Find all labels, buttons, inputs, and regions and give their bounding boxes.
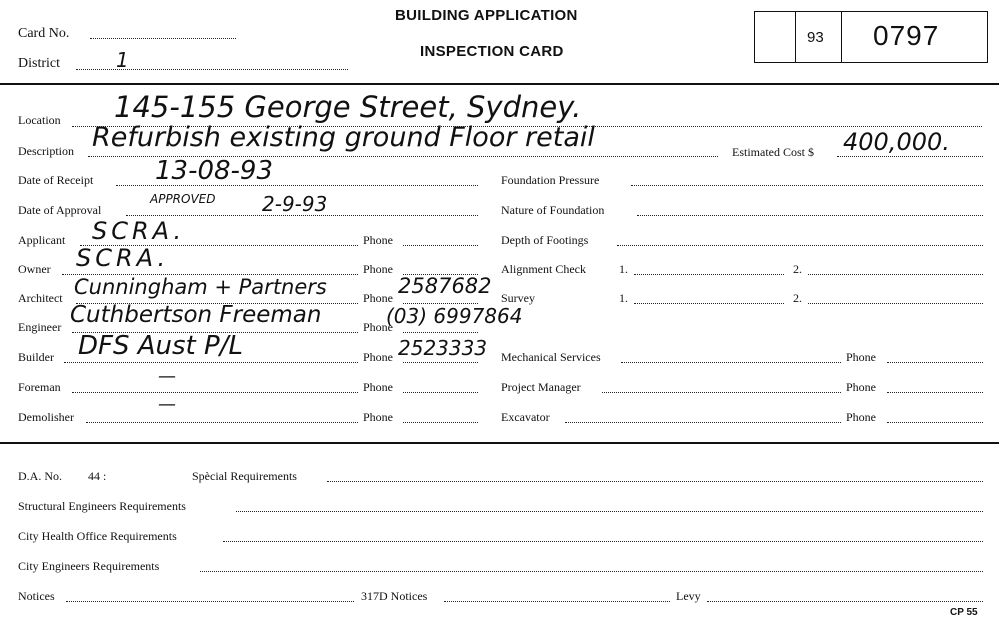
- city-eng-field[interactable]: [200, 571, 983, 572]
- survey-field-2[interactable]: [808, 303, 983, 304]
- demolisher-field[interactable]: [86, 422, 358, 423]
- levy-field[interactable]: [707, 601, 983, 602]
- applicant-label: Applicant: [18, 233, 66, 247]
- mechanical-field[interactable]: [621, 362, 841, 363]
- excavator-label: Excavator: [501, 410, 550, 424]
- applicant-value: SCRA.: [92, 217, 186, 245]
- notices-label: Notices: [18, 589, 55, 603]
- description-label: Description: [18, 144, 74, 158]
- architect-label: Architect: [18, 291, 63, 305]
- excavator-phone-field[interactable]: [887, 422, 983, 423]
- engineer-phone-value: (03) 6997864: [386, 304, 523, 328]
- applicant-phone-field[interactable]: [403, 245, 478, 246]
- approval-value: 2-9-93: [262, 192, 328, 216]
- project-manager-phone-label: Phone: [846, 380, 876, 394]
- foundation-pressure-field[interactable]: [631, 185, 983, 186]
- estimated-cost-field[interactable]: [837, 156, 983, 157]
- notices-field[interactable]: [66, 601, 354, 602]
- notices-317d-label: 317D Notices: [361, 589, 428, 603]
- demolisher-phone-label: Phone: [363, 410, 393, 424]
- foundation-pressure-label: Foundation Pressure: [501, 173, 600, 187]
- architect-value: Cunningham + Partners: [74, 275, 327, 299]
- project-manager-field[interactable]: [602, 392, 841, 393]
- survey-num1: 1.: [619, 291, 628, 305]
- approval-label: Date of Approval: [18, 203, 102, 217]
- form-code: CP 55: [950, 607, 978, 618]
- alignment-field-2[interactable]: [808, 274, 983, 275]
- notices-317d-field[interactable]: [444, 601, 670, 602]
- description-value: Refurbish existing ground Floor retail: [92, 122, 595, 153]
- survey-label: Survey: [501, 291, 535, 305]
- owner-phone-label: Phone: [363, 262, 393, 276]
- survey-field-1[interactable]: [634, 303, 784, 304]
- project-manager-phone-field[interactable]: [887, 392, 983, 393]
- district-value: 1: [116, 48, 129, 72]
- alignment-num1: 1.: [619, 262, 628, 276]
- card-no-field[interactable]: [90, 38, 236, 39]
- form-title-line1: BUILDING APPLICATION: [395, 7, 578, 24]
- alignment-check-label: Alignment Check: [501, 262, 586, 276]
- mechanical-phone-label: Phone: [846, 350, 876, 364]
- da-label: D.A. No.: [18, 469, 62, 483]
- engineer-phone-label: Phone: [363, 320, 393, 334]
- card-number-box: [754, 11, 988, 63]
- district-label: District: [18, 56, 60, 71]
- estimated-cost-value: 400,000.: [843, 128, 950, 156]
- health-label: City Health Office Requirements: [18, 529, 177, 543]
- mechanical-phone-field[interactable]: [887, 362, 983, 363]
- architect-phone-value: 2587682: [398, 274, 492, 298]
- levy-label: Levy: [676, 589, 701, 603]
- receipt-label: Date of Receipt: [18, 173, 94, 187]
- excavator-field[interactable]: [565, 422, 841, 423]
- city-eng-label: City Engineers Requirements: [18, 559, 160, 573]
- section-divider: [0, 442, 999, 444]
- mechanical-label: Mechanical Services: [501, 350, 601, 364]
- applicant-phone-label: Phone: [363, 233, 393, 247]
- alignment-field-1[interactable]: [634, 274, 784, 275]
- structural-label: Structural Engineers Requirements: [18, 499, 186, 513]
- demolisher-value: —: [158, 394, 176, 415]
- special-label: Spècial Requirements: [192, 469, 297, 483]
- engineer-value: Cuthbertson Freeman: [70, 302, 322, 328]
- card-no-label: Card No.: [18, 26, 70, 41]
- header-divider: [0, 83, 999, 85]
- foreman-value: —: [158, 366, 176, 387]
- card-number: 0797: [873, 20, 940, 51]
- engineer-label: Engineer: [18, 320, 62, 334]
- location-value: 145-155 George Street, Sydney.: [114, 90, 582, 124]
- special-field[interactable]: [327, 481, 983, 482]
- demolisher-label: Demolisher: [18, 410, 74, 424]
- receipt-value: 13-08-93: [155, 156, 274, 186]
- form-title-line2: INSPECTION CARD: [420, 43, 564, 60]
- owner-label: Owner: [18, 262, 51, 276]
- health-field[interactable]: [223, 541, 983, 542]
- alignment-num2: 2.: [793, 262, 802, 276]
- builder-label: Builder: [18, 350, 54, 364]
- engineer-phone-field[interactable]: [403, 332, 478, 333]
- builder-phone-field[interactable]: [403, 362, 478, 363]
- demolisher-phone-field[interactable]: [403, 422, 478, 423]
- architect-phone-label: Phone: [363, 291, 393, 305]
- excavator-phone-label: Phone: [846, 410, 876, 424]
- foreman-phone-field[interactable]: [403, 392, 478, 393]
- owner-value: SCRA.: [76, 244, 170, 272]
- survey-num2: 2.: [793, 291, 802, 305]
- da-value: 44 :: [88, 469, 107, 483]
- structural-field[interactable]: [236, 511, 983, 512]
- card-year: 93: [807, 29, 824, 46]
- approval-note: APPROVED: [150, 192, 216, 206]
- foreman-phone-label: Phone: [363, 380, 393, 394]
- builder-field[interactable]: [64, 362, 358, 363]
- foreman-label: Foreman: [18, 380, 61, 394]
- builder-phone-label: Phone: [363, 350, 393, 364]
- foreman-field[interactable]: [72, 392, 358, 393]
- location-label: Location: [18, 113, 61, 127]
- project-manager-label: Project Manager: [501, 380, 581, 394]
- estimated-cost-label: Estimated Cost $: [732, 145, 814, 159]
- builder-phone-value: 2523333: [398, 336, 488, 360]
- depth-footings-label: Depth of Footings: [501, 233, 589, 247]
- depth-footings-field[interactable]: [617, 245, 983, 246]
- builder-value: DFS Aust P/L: [78, 331, 243, 361]
- nature-foundation-field[interactable]: [637, 215, 983, 216]
- nature-foundation-label: Nature of Foundation: [501, 203, 605, 217]
